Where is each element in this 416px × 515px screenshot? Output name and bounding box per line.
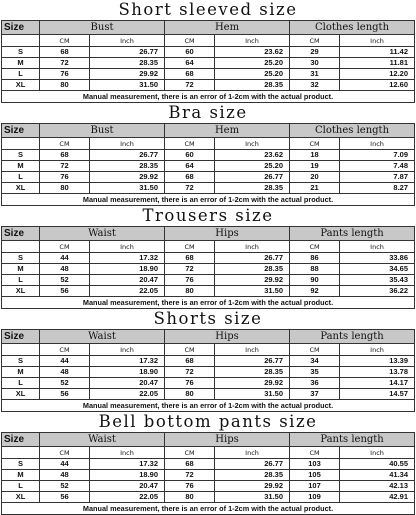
unit-label-cm: CM xyxy=(165,35,215,47)
inch-value: 22.05 xyxy=(90,492,165,503)
cm-value: 76 xyxy=(40,69,90,80)
table-row xyxy=(2,470,415,481)
inch-value: 7.87 xyxy=(340,172,415,183)
unit-label-cm: CM xyxy=(290,138,340,150)
measurement-note: Manual measurement, there is an error of 1-2cm with the actual product. xyxy=(2,297,415,309)
unit-label-cm: CM xyxy=(165,447,215,459)
measurement-column-header: Waist xyxy=(40,433,165,447)
table-row xyxy=(2,367,415,378)
measurement-column-header: Clothes length xyxy=(290,21,415,35)
measurement-column-header: Hem xyxy=(165,21,290,35)
cm-value: 80 xyxy=(165,389,215,400)
size-section xyxy=(0,103,416,206)
cm-value: 90 xyxy=(290,275,340,286)
size-label: M xyxy=(2,367,40,378)
inch-value: 28.35 xyxy=(90,161,165,172)
table-row xyxy=(2,286,415,297)
measurement-column-header: Pants length xyxy=(290,433,415,447)
cm-value: 80 xyxy=(40,183,90,194)
size-label: S xyxy=(2,150,40,161)
cm-value: 68 xyxy=(40,47,90,58)
inch-value: 7.48 xyxy=(340,161,415,172)
measurement-column-header: Hips xyxy=(165,330,290,344)
inch-value: 34.65 xyxy=(340,264,415,275)
unit-label-inch: Inch xyxy=(90,344,165,356)
measurement-column-header: Hips xyxy=(165,227,290,241)
inch-value: 26.77 xyxy=(90,47,165,58)
inch-value: 17.32 xyxy=(90,253,165,264)
inch-value: 29.92 xyxy=(215,378,290,389)
cm-value: 37 xyxy=(290,389,340,400)
cm-value: 34 xyxy=(290,356,340,367)
measurement-note: Manual measurement, there is an error of 1-2cm with the actual product. xyxy=(2,503,415,515)
inch-value: 28.35 xyxy=(215,264,290,275)
cm-value: 68 xyxy=(165,356,215,367)
cm-value: 20 xyxy=(290,172,340,183)
size-section xyxy=(0,206,416,309)
cm-value: 48 xyxy=(40,264,90,275)
cm-value: 30 xyxy=(290,58,340,69)
measurement-note: Manual measurement, there is an error of 1-2cm with the actual product. xyxy=(2,91,415,103)
cm-value: 18 xyxy=(290,150,340,161)
unit-label-cm: CM xyxy=(165,138,215,150)
cm-value: 109 xyxy=(290,492,340,503)
size-section xyxy=(0,0,416,103)
size-label: M xyxy=(2,470,40,481)
table-row xyxy=(2,356,415,367)
cm-value: 68 xyxy=(165,172,215,183)
cm-value: 68 xyxy=(165,69,215,80)
table-row xyxy=(2,69,415,80)
measurement-column-header: Waist xyxy=(40,330,165,344)
size-label: L xyxy=(2,172,40,183)
cm-value: 44 xyxy=(40,253,90,264)
size-label: M xyxy=(2,58,40,69)
inch-value: 12.60 xyxy=(340,80,415,91)
cm-value: 68 xyxy=(165,253,215,264)
size-label: L xyxy=(2,481,40,492)
size-table xyxy=(1,432,415,515)
cm-value: 72 xyxy=(165,80,215,91)
cm-value: 88 xyxy=(290,264,340,275)
size-column-header: Size xyxy=(2,227,40,241)
size-column-header: Size xyxy=(2,124,40,138)
table-row xyxy=(2,264,415,275)
cm-value: 72 xyxy=(165,183,215,194)
header-row xyxy=(2,124,415,138)
cm-value: 52 xyxy=(40,481,90,492)
inch-value: 18.90 xyxy=(90,264,165,275)
unit-label-cm: CM xyxy=(40,35,90,47)
size-label: XL xyxy=(2,389,40,400)
size-section xyxy=(0,412,416,515)
cm-value: 105 xyxy=(290,470,340,481)
unit-label-inch: Inch xyxy=(90,138,165,150)
section-title: Short sleeved size xyxy=(118,0,298,19)
table-row xyxy=(2,389,415,400)
inch-value: 31.50 xyxy=(215,492,290,503)
unit-label-inch: Inch xyxy=(340,447,415,459)
table-row xyxy=(2,80,415,91)
inch-value: 22.05 xyxy=(90,286,165,297)
cm-value: 107 xyxy=(290,481,340,492)
measurement-note: Manual measurement, there is an error of 1-2cm with the actual product. xyxy=(2,194,415,206)
inch-value: 29.92 xyxy=(90,172,165,183)
size-label: L xyxy=(2,69,40,80)
cm-value: 92 xyxy=(290,286,340,297)
table-row xyxy=(2,275,415,286)
size-label: XL xyxy=(2,183,40,194)
section-title: Trousers size xyxy=(142,206,274,225)
cm-value: 72 xyxy=(40,161,90,172)
size-label: XL xyxy=(2,492,40,503)
cm-value: 72 xyxy=(165,367,215,378)
cm-value: 44 xyxy=(40,356,90,367)
inch-value: 29.92 xyxy=(90,69,165,80)
unit-label-cm: CM xyxy=(40,344,90,356)
inch-value: 26.77 xyxy=(215,253,290,264)
unit-label-inch: Inch xyxy=(340,241,415,253)
unit-label-inch: Inch xyxy=(215,344,290,356)
inch-value: 17.32 xyxy=(90,459,165,470)
section-title: Bra size xyxy=(168,103,248,122)
inch-value: 25.20 xyxy=(215,161,290,172)
cm-value: 48 xyxy=(40,367,90,378)
size-label: M xyxy=(2,264,40,275)
table-row xyxy=(2,172,415,183)
table-row xyxy=(2,150,415,161)
size-label: L xyxy=(2,275,40,286)
inch-value: 12.20 xyxy=(340,69,415,80)
size-column-header: Size xyxy=(2,433,40,447)
cm-value: 35 xyxy=(290,367,340,378)
unit-label-inch: Inch xyxy=(90,35,165,47)
unit-label-cm: CM xyxy=(165,344,215,356)
unit-label-cm: CM xyxy=(165,241,215,253)
note-row xyxy=(2,194,415,206)
inch-value: 20.47 xyxy=(90,275,165,286)
inch-value: 28.35 xyxy=(215,80,290,91)
unit-label-cm: CM xyxy=(40,447,90,459)
inch-value: 26.77 xyxy=(215,356,290,367)
inch-value: 42.13 xyxy=(340,481,415,492)
size-table xyxy=(1,329,415,412)
measurement-column-header: Clothes length xyxy=(290,124,415,138)
cm-value: 64 xyxy=(165,58,215,69)
unit-label-inch: Inch xyxy=(215,447,290,459)
inch-value: 20.47 xyxy=(90,378,165,389)
unit-label-inch: Inch xyxy=(215,35,290,47)
note-row xyxy=(2,297,415,309)
inch-value: 35.43 xyxy=(340,275,415,286)
cm-value: 44 xyxy=(40,459,90,470)
cm-value: 32 xyxy=(290,80,340,91)
cm-value: 29 xyxy=(290,47,340,58)
unit-label-cm: CM xyxy=(290,241,340,253)
size-label: S xyxy=(2,253,40,264)
size-label: M xyxy=(2,161,40,172)
table-row xyxy=(2,161,415,172)
inch-value: 28.35 xyxy=(215,367,290,378)
size-table xyxy=(1,123,415,206)
unit-row-blank xyxy=(2,447,40,459)
inch-value: 26.77 xyxy=(90,150,165,161)
cm-value: 76 xyxy=(165,275,215,286)
inch-value: 29.92 xyxy=(215,481,290,492)
table-row xyxy=(2,183,415,194)
cm-value: 36 xyxy=(290,378,340,389)
measurement-column-header: Pants length xyxy=(290,227,415,241)
cm-value: 80 xyxy=(165,492,215,503)
measurement-column-header: Bust xyxy=(40,124,165,138)
inch-value: 13.78 xyxy=(340,367,415,378)
measurement-column-header: Hem xyxy=(165,124,290,138)
cm-value: 68 xyxy=(40,150,90,161)
cm-value: 80 xyxy=(165,286,215,297)
inch-value: 36.22 xyxy=(340,286,415,297)
measurement-column-header: Pants length xyxy=(290,330,415,344)
inch-value: 20.47 xyxy=(90,481,165,492)
inch-value: 31.50 xyxy=(90,183,165,194)
cm-value: 52 xyxy=(40,275,90,286)
unit-label-inch: Inch xyxy=(90,447,165,459)
size-label: S xyxy=(2,356,40,367)
inch-value: 8.27 xyxy=(340,183,415,194)
header-row xyxy=(2,330,415,344)
inch-value: 17.32 xyxy=(90,356,165,367)
unit-row xyxy=(2,35,415,47)
cm-value: 56 xyxy=(40,389,90,400)
cm-value: 31 xyxy=(290,69,340,80)
header-row xyxy=(2,21,415,35)
inch-value: 41.34 xyxy=(340,470,415,481)
size-label: S xyxy=(2,47,40,58)
unit-label-inch: Inch xyxy=(90,241,165,253)
section-title: Bell bottom pants size xyxy=(98,412,318,431)
table-row xyxy=(2,492,415,503)
cm-value: 48 xyxy=(40,470,90,481)
inch-value: 22.05 xyxy=(90,389,165,400)
inch-value: 26.77 xyxy=(215,172,290,183)
header-row xyxy=(2,227,415,241)
cm-value: 76 xyxy=(40,172,90,183)
unit-label-cm: CM xyxy=(40,138,90,150)
cm-value: 103 xyxy=(290,459,340,470)
inch-value: 23.62 xyxy=(215,47,290,58)
table-row xyxy=(2,47,415,58)
unit-label-inch: Inch xyxy=(215,241,290,253)
unit-label-cm: CM xyxy=(40,241,90,253)
inch-value: 11.42 xyxy=(340,47,415,58)
cm-value: 80 xyxy=(40,80,90,91)
inch-value: 18.90 xyxy=(90,470,165,481)
cm-value: 56 xyxy=(40,492,90,503)
size-label: XL xyxy=(2,286,40,297)
size-column-header: Size xyxy=(2,330,40,344)
table-row xyxy=(2,459,415,470)
table-row xyxy=(2,378,415,389)
inch-value: 11.81 xyxy=(340,58,415,69)
inch-value: 31.50 xyxy=(215,286,290,297)
size-column-header: Size xyxy=(2,21,40,35)
note-row xyxy=(2,91,415,103)
cm-value: 21 xyxy=(290,183,340,194)
inch-value: 28.35 xyxy=(215,183,290,194)
inch-value: 25.20 xyxy=(215,58,290,69)
note-row xyxy=(2,400,415,412)
cm-value: 64 xyxy=(165,161,215,172)
inch-value: 31.50 xyxy=(90,80,165,91)
cm-value: 60 xyxy=(165,150,215,161)
unit-label-inch: Inch xyxy=(340,138,415,150)
measurement-column-header: Hips xyxy=(165,433,290,447)
unit-row-blank xyxy=(2,35,40,47)
inch-value: 18.90 xyxy=(90,367,165,378)
cm-value: 72 xyxy=(165,470,215,481)
table-row xyxy=(2,481,415,492)
size-section xyxy=(0,309,416,412)
cm-value: 72 xyxy=(165,264,215,275)
inch-value: 29.92 xyxy=(215,275,290,286)
unit-label-cm: CM xyxy=(290,344,340,356)
cm-value: 68 xyxy=(165,459,215,470)
measurement-note: Manual measurement, there is an error of 1-2cm with the actual product. xyxy=(2,400,415,412)
inch-value: 25.20 xyxy=(215,69,290,80)
unit-row xyxy=(2,241,415,253)
cm-value: 56 xyxy=(40,286,90,297)
unit-label-inch: Inch xyxy=(340,344,415,356)
unit-row xyxy=(2,138,415,150)
cm-value: 72 xyxy=(40,58,90,69)
size-label: S xyxy=(2,459,40,470)
size-label: XL xyxy=(2,80,40,91)
inch-value: 14.17 xyxy=(340,378,415,389)
table-row xyxy=(2,253,415,264)
size-label: L xyxy=(2,378,40,389)
cm-value: 76 xyxy=(165,481,215,492)
cm-value: 86 xyxy=(290,253,340,264)
inch-value: 33.86 xyxy=(340,253,415,264)
inch-value: 40.55 xyxy=(340,459,415,470)
unit-label-cm: CM xyxy=(290,447,340,459)
cm-value: 76 xyxy=(165,378,215,389)
inch-value: 7.09 xyxy=(340,150,415,161)
size-table xyxy=(1,226,415,309)
note-row xyxy=(2,503,415,515)
measurement-column-header: Waist xyxy=(40,227,165,241)
cm-value: 60 xyxy=(165,47,215,58)
inch-value: 26.77 xyxy=(215,459,290,470)
unit-label-inch: Inch xyxy=(340,35,415,47)
unit-row xyxy=(2,344,415,356)
unit-row-blank xyxy=(2,344,40,356)
unit-row-blank xyxy=(2,138,40,150)
inch-value: 23.62 xyxy=(215,150,290,161)
inch-value: 28.35 xyxy=(215,470,290,481)
section-title: Shorts size xyxy=(153,309,263,328)
measurement-column-header: Bust xyxy=(40,21,165,35)
inch-value: 31.50 xyxy=(215,389,290,400)
header-row xyxy=(2,433,415,447)
cm-value: 52 xyxy=(40,378,90,389)
unit-label-inch: Inch xyxy=(215,138,290,150)
inch-value: 42.91 xyxy=(340,492,415,503)
inch-value: 13.39 xyxy=(340,356,415,367)
inch-value: 28.35 xyxy=(90,58,165,69)
unit-row xyxy=(2,447,415,459)
cm-value: 19 xyxy=(290,161,340,172)
table-row xyxy=(2,58,415,69)
inch-value: 14.57 xyxy=(340,389,415,400)
unit-label-cm: CM xyxy=(290,35,340,47)
size-table xyxy=(1,20,415,103)
unit-row-blank xyxy=(2,241,40,253)
